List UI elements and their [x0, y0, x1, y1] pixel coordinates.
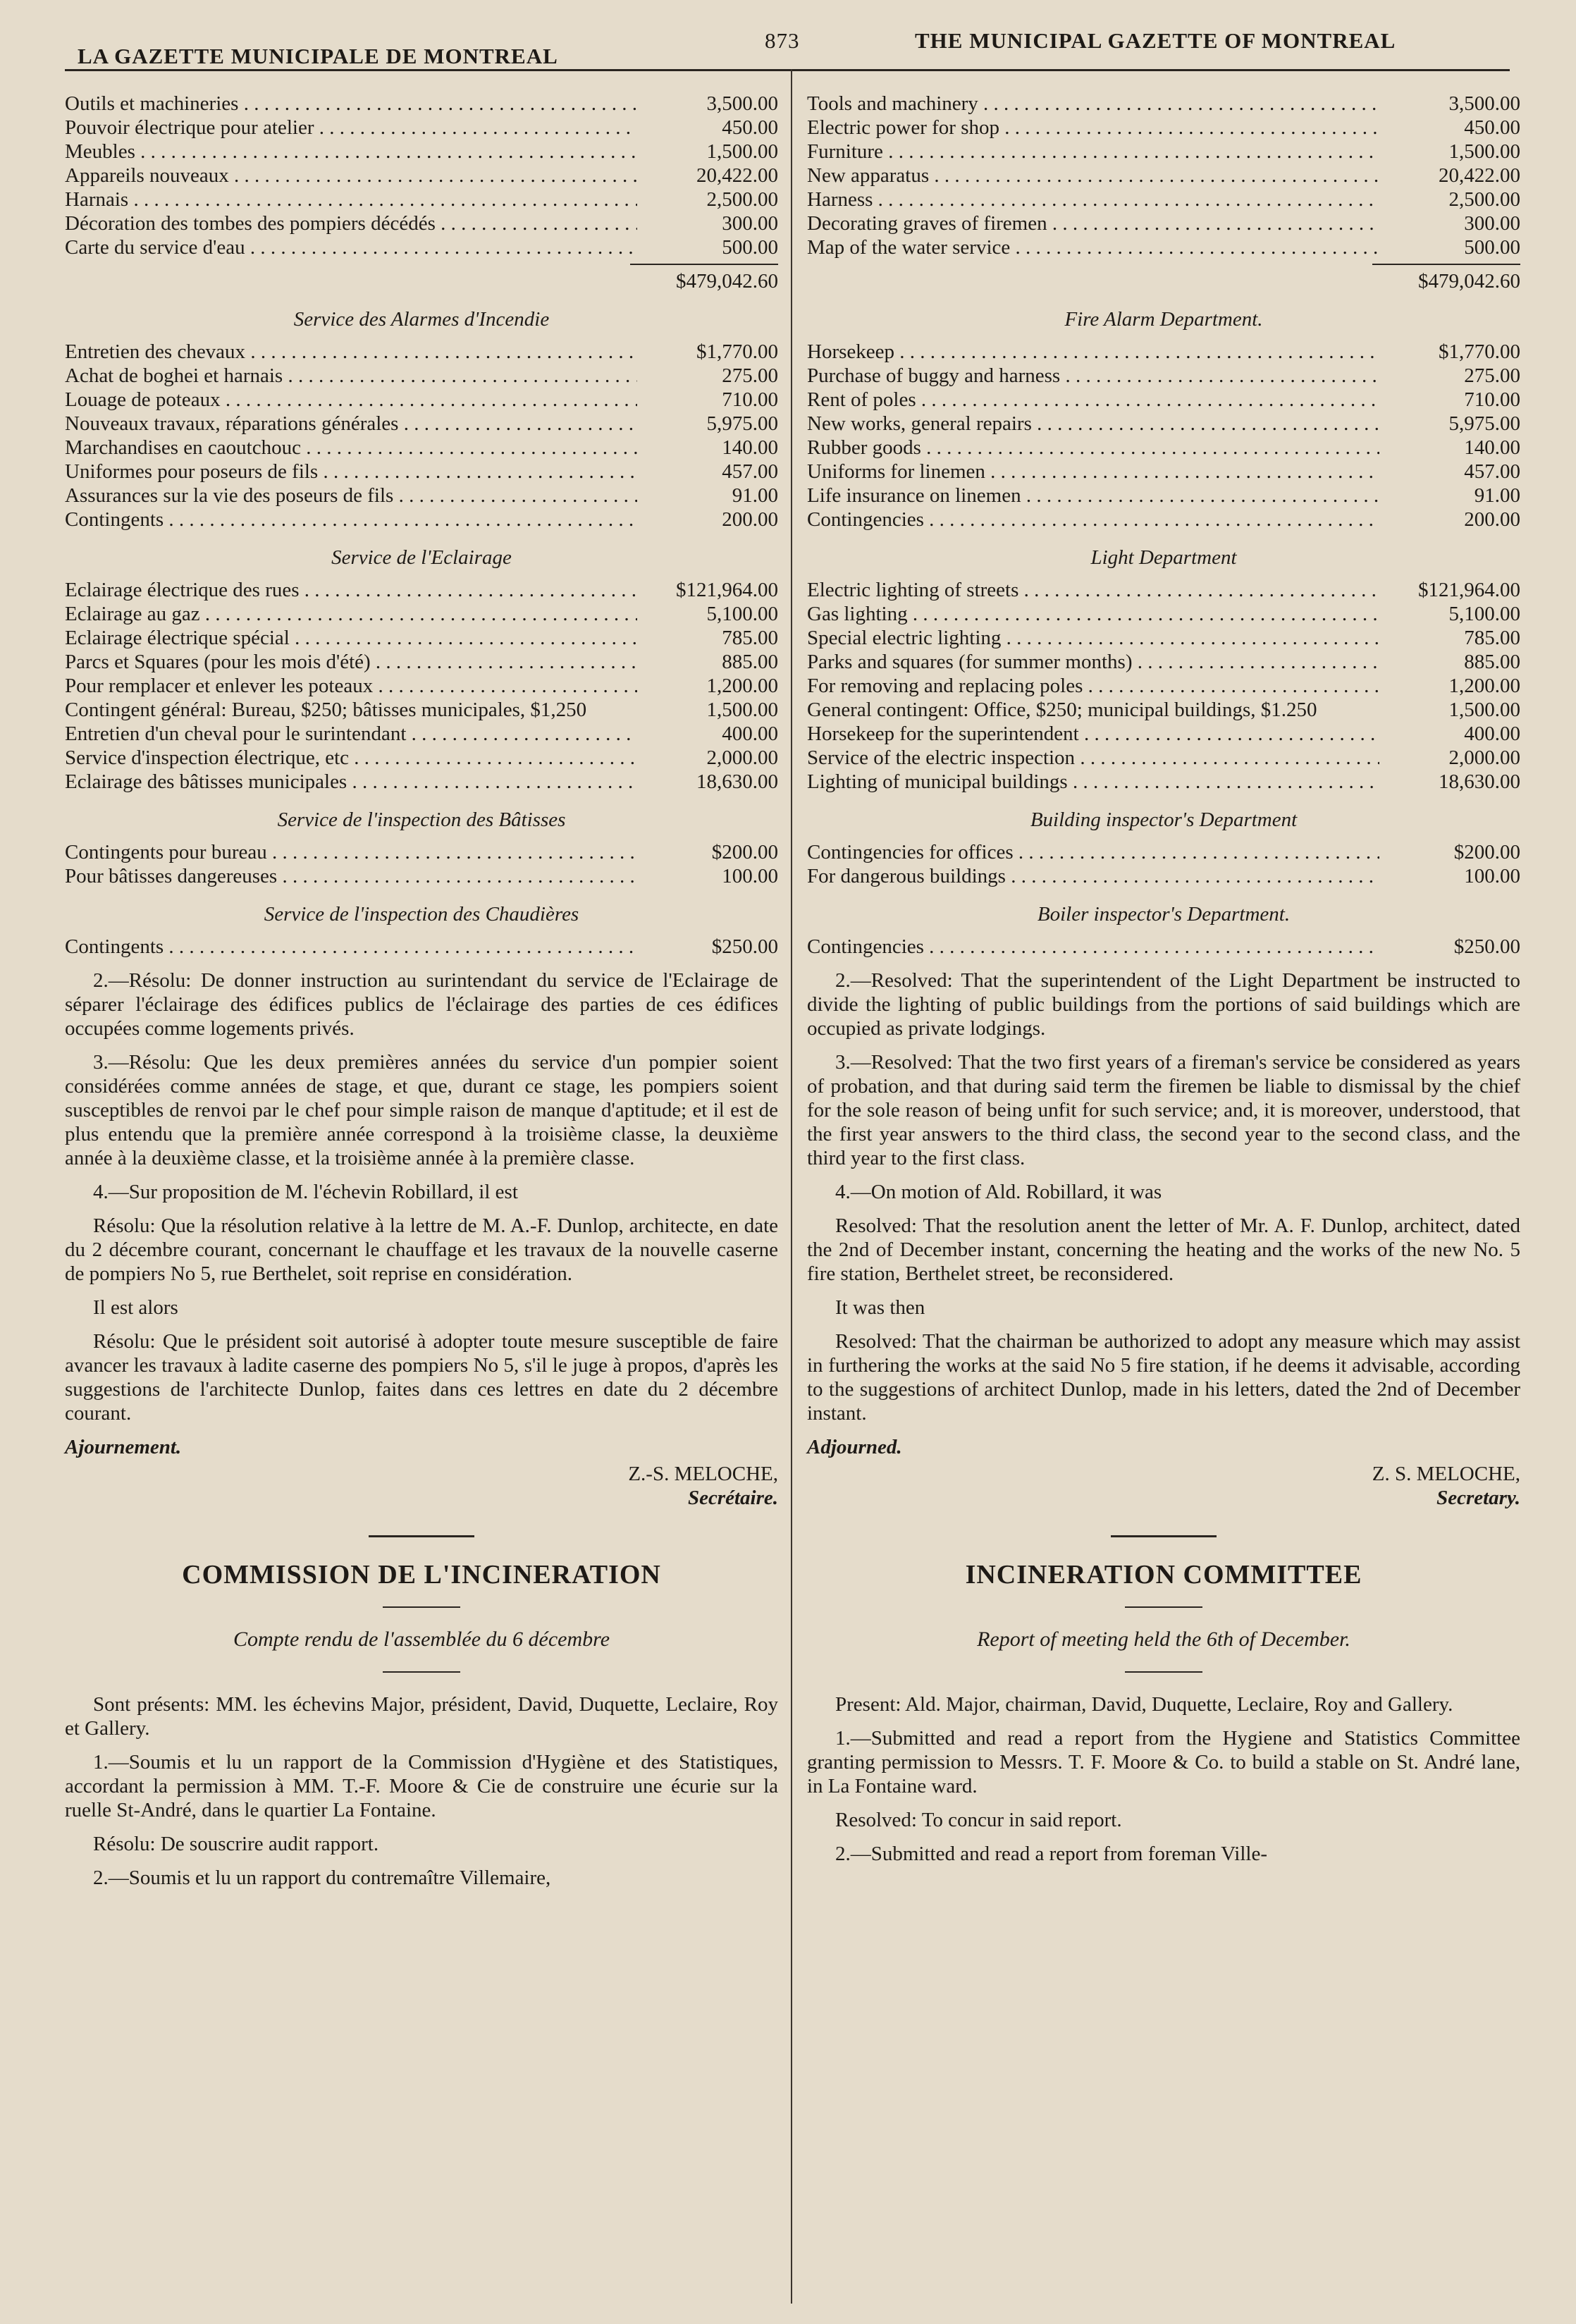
budget-line-item	[65, 626, 778, 650]
budget-line-item	[65, 746, 778, 770]
budget-item-amount: 1,200.00	[706, 675, 778, 697]
english-adjourn: Adjourned.	[807, 1436, 902, 1458]
budget-item-label: Electric power for shop . . .	[807, 116, 1379, 140]
english-building-items	[807, 840, 1520, 888]
french-commission-item-1: 1.—Soumis et lu un rapport de la Commission d'Hygiène et des Statistiques, accordant la permission à MM. T.-F. Moore & Cie de construire une écurie sur la ruelle St-André, dans le quartier La Fontaine.	[65, 1751, 778, 1821]
section-rule	[1125, 1606, 1202, 1608]
budget-line-item	[65, 211, 778, 235]
english-light-items	[807, 578, 1520, 794]
total-rule	[1372, 264, 1520, 265]
page-number: 873	[765, 28, 800, 53]
budget-line-item	[65, 508, 778, 531]
budget-item-amount: 785.00	[722, 627, 778, 649]
budget-line-item	[807, 722, 1520, 746]
budget-line-item	[807, 578, 1520, 602]
english-resolution-chairman: Resolved: That the chairman be authorized to adopt any measure which may assist in furthering the works at the said No 5 fire station, if he deems it advisable, according to the suggestions of architect Dunlop, made in his letters, dated the 2nd of December instant.	[807, 1330, 1520, 1425]
budget-item-amount: 710.00	[722, 388, 778, 411]
budget-item-label: Horsekeep for the superintendent . . .	[807, 722, 1379, 746]
budget-line-item	[65, 578, 778, 602]
english-signature-name: Z. S. MELOCHE,	[1372, 1463, 1520, 1485]
section-rule	[1111, 1535, 1217, 1537]
budget-item-amount: 140.00	[722, 436, 778, 459]
budget-item-amount: 2,500.00	[706, 188, 778, 211]
budget-line-item	[807, 864, 1520, 888]
budget-item-amount: 2,000.00	[706, 746, 778, 769]
budget-item-label: Eclairage électrique des rues . . .	[65, 578, 637, 602]
budget-item-label: Special electric lighting . . .	[807, 626, 1379, 650]
budget-item-amount: 457.00	[1464, 460, 1520, 483]
english-resolution-dunlop: Resolved: That the resolution anent the letter of Mr. A. F. Dunlop, architect, dated the 2nd of December instant, concerning the heating and the works of the new No. 5 fire station, Berthelet street, be reconsidered.	[807, 1215, 1520, 1285]
budget-item-amount: 300.00	[1464, 212, 1520, 235]
budget-item-label: Contingent général: Bureau, $250; bâtisses municipales, $1,250	[65, 699, 587, 721]
column-divider	[791, 69, 792, 2304]
budget-item-label: Décoration des tombes des pompiers décédés . . .	[65, 211, 637, 235]
french-building-title: Service de l'inspection des Bâtisses	[277, 809, 566, 831]
budget-item-label: Harness . . .	[807, 187, 1379, 211]
french-column	[65, 92, 778, 1890]
budget-item-amount: 18,630.00	[1439, 770, 1520, 793]
english-top-items	[807, 92, 1520, 259]
budget-item-label: Parks and squares (for summer months) . . .	[807, 650, 1379, 674]
budget-item-label: General contingent: Office, $250; municipal buildings, $1.250	[807, 699, 1317, 721]
english-commission-subtitle: Report of meeting held the 6th of December.	[977, 1628, 1350, 1651]
budget-item-label: Furniture . . .	[807, 140, 1379, 164]
english-building-title: Building inspector's Department	[1030, 809, 1298, 831]
budget-line-item	[65, 698, 778, 722]
english-it-was: It was then	[835, 1296, 925, 1319]
budget-item-amount: 2,500.00	[1448, 188, 1520, 211]
budget-item-label: Map of the water service . . .	[807, 235, 1379, 259]
budget-line-item	[65, 340, 778, 364]
english-present: Present: Ald. Major, chairman, David, Duquette, Leclaire, Roy and Gallery.	[835, 1693, 1453, 1716]
budget-line-item	[65, 92, 778, 116]
budget-item-label: Contingents pour bureau . . .	[65, 840, 637, 864]
budget-item-label: Eclairage au gaz . . .	[65, 602, 637, 626]
english-motion-4: 4.—On motion of Ald. Robillard, it was	[835, 1181, 1162, 1203]
budget-item-label: Eclairage des bâtisses municipales . . .	[65, 770, 637, 794]
budget-line-item	[65, 864, 778, 888]
budget-item-amount: 5,975.00	[706, 412, 778, 435]
budget-item-amount: 91.00	[1474, 484, 1520, 507]
french-alarm-title: Service des Alarmes d'Incendie	[293, 308, 550, 331]
budget-item-label: For dangerous buildings . . .	[807, 864, 1379, 888]
budget-item-amount: 200.00	[722, 508, 778, 531]
budget-item-amount: 100.00	[1464, 865, 1520, 887]
budget-line-item	[65, 235, 778, 259]
budget-line-item	[807, 935, 1520, 959]
budget-line-item	[807, 436, 1520, 460]
budget-line-item	[65, 602, 778, 626]
budget-item-label: Contingents . . .	[65, 508, 637, 531]
budget-line-item	[807, 508, 1520, 531]
budget-item-amount: 5,975.00	[1448, 412, 1520, 435]
budget-item-label: For removing and replacing poles . . .	[807, 674, 1379, 698]
budget-item-label: Pour bâtisses dangereuses . . .	[65, 864, 637, 888]
budget-line-item	[65, 364, 778, 388]
budget-item-amount: 450.00	[722, 116, 778, 139]
french-signature-title: Secrétaire.	[687, 1487, 778, 1509]
french-building-items	[65, 840, 778, 888]
budget-item-label: Appareils nouveaux . . .	[65, 164, 637, 187]
budget-item-amount: 20,422.00	[696, 164, 778, 187]
budget-item-label: Tools and machinery . . .	[807, 92, 1379, 116]
english-light-title: Light Department	[1090, 546, 1237, 569]
budget-item-label: Entretien d'un cheval pour le surintendant . . .	[65, 722, 637, 746]
budget-item-label: Service of the electric inspection . . .	[807, 746, 1379, 770]
budget-line-item	[65, 722, 778, 746]
budget-item-label: Nouveaux travaux, réparations générales . . .	[65, 412, 637, 436]
budget-item-amount: 1,200.00	[1448, 675, 1520, 697]
english-boiler-title: Boiler inspector's Department.	[1037, 903, 1291, 926]
french-resolution-chairman: Résolu: Que le président soit autorisé à adopter toute mesure susceptible de faire avancer les travaux à ladite caserne des pompiers No 5, s'il le juge à propos, d'après les suggestions de l'architecte Dunlop, faites dans ces lettres en date du 2 décembre courant.	[65, 1330, 778, 1425]
budget-item-amount: 3,500.00	[1448, 92, 1520, 115]
english-column	[807, 92, 1520, 1866]
budget-item-label: Pouvoir électrique pour atelier . . .	[65, 116, 637, 140]
budget-item-amount: 100.00	[722, 865, 778, 887]
budget-line-item	[807, 388, 1520, 412]
budget-line-item	[65, 412, 778, 436]
budget-item-amount: $1,770.00	[1439, 340, 1520, 363]
budget-line-item	[807, 140, 1520, 164]
budget-item-label: Uniforms for linemen . . .	[807, 460, 1379, 484]
budget-item-label: Eclairage électrique spécial . . .	[65, 626, 637, 650]
budget-line-item	[65, 650, 778, 674]
budget-line-item	[65, 840, 778, 864]
budget-line-item	[807, 770, 1520, 794]
budget-item-label: Marchandises en caoutchouc . . .	[65, 436, 637, 460]
french-light-title: Service de l'Eclairage	[331, 546, 512, 569]
english-alarm-items	[807, 340, 1520, 531]
budget-item-label: New apparatus . . .	[807, 164, 1379, 187]
english-signature-title: Secretary.	[1436, 1487, 1520, 1509]
budget-item-label: Harnais . . .	[65, 187, 637, 211]
budget-item-label: Meubles . . .	[65, 140, 637, 164]
budget-item-amount: $200.00	[711, 841, 778, 863]
budget-line-item	[807, 674, 1520, 698]
budget-item-amount: 18,630.00	[696, 770, 778, 793]
budget-item-amount: $200.00	[1453, 841, 1520, 863]
french-resolution-3: 3.—Résolu: Que les deux premières années du service d'un pompier soient considérées comme années de stage, et que, durant ce stage, les pompiers soient susceptibles de renvoi par le chef pour simple raison de manque d'aptitude; et il est de plus entendu que la première année correspond à la troisième classe, la deuxième année à la deuxième classe, et la troisième année à la première classe.	[65, 1051, 778, 1169]
budget-item-label: Carte du service d'eau . . .	[65, 235, 637, 259]
total-rule	[630, 264, 778, 265]
budget-item-amount: 20,422.00	[1439, 164, 1520, 187]
budget-line-item	[807, 602, 1520, 626]
budget-item-label: Outils et machineries . . .	[65, 92, 637, 116]
english-resolution-3: 3.—Resolved: That the two first years of a fireman's service be considered as years of probation, and that during said term the firemen be liable to dismissal by the chief for the sole reason of being unfit for such service; and, it is moreover, understood, that the first year answers to the third class, the second year to the second class, and the third year to the first class.	[807, 1051, 1520, 1169]
section-rule	[383, 1606, 460, 1608]
budget-line-item	[807, 626, 1520, 650]
french-boiler-title: Service de l'inspection des Chaudières	[264, 903, 579, 926]
french-top-items	[65, 92, 778, 259]
budget-item-amount: 5,100.00	[706, 603, 778, 625]
budget-item-amount: $1,770.00	[696, 340, 778, 363]
french-commission-title: COMMISSION DE L'INCINERATION	[182, 1560, 661, 1590]
french-light-items	[65, 578, 778, 794]
budget-line-item	[65, 436, 778, 460]
english-boiler-items	[807, 935, 1520, 959]
budget-item-amount: 91.00	[732, 484, 778, 507]
english-resolution-2: 2.—Resolved: That the superintendent of the Light Department be instructed to divide the lighting of public buildings from the portions of said buildings which are occupied as private lodgings.	[807, 969, 1520, 1040]
budget-item-label: Gas lighting . . .	[807, 602, 1379, 626]
budget-line-item	[807, 698, 1520, 722]
budget-item-amount: 885.00	[722, 651, 778, 673]
budget-item-amount: $121,964.00	[676, 579, 778, 601]
english-commission-item-2: 2.—Submitted and read a report from foreman Ville-	[835, 1843, 1267, 1865]
budget-line-item	[807, 116, 1520, 140]
budget-item-label: Contingencies . . .	[807, 508, 1379, 531]
french-boiler-items	[65, 935, 778, 959]
budget-line-item	[65, 164, 778, 187]
budget-item-label: Service d'inspection électrique, etc . . .	[65, 746, 637, 770]
budget-item-label: Pour remplacer et enlever les poteaux . . .	[65, 674, 637, 698]
english-alarm-title: Fire Alarm Department.	[1064, 308, 1263, 331]
section-rule	[383, 1671, 460, 1673]
budget-item-amount: 1,500.00	[706, 140, 778, 163]
french-commission-item-2: 2.—Soumis et lu un rapport du contremaître Villemaire,	[93, 1867, 551, 1889]
header-rule	[65, 69, 1510, 71]
budget-line-item	[807, 484, 1520, 508]
budget-item-amount: 1,500.00	[1448, 140, 1520, 163]
budget-line-item	[807, 746, 1520, 770]
budget-line-item	[65, 674, 778, 698]
budget-line-item	[807, 235, 1520, 259]
budget-line-item	[65, 388, 778, 412]
section-rule	[1125, 1671, 1202, 1673]
budget-line-item	[807, 840, 1520, 864]
budget-item-label: Entretien des chevaux . . .	[65, 340, 637, 364]
header-french-title: LA GAZETTE MUNICIPALE DE MONTREAL	[78, 44, 558, 68]
budget-item-label: Lighting of municipal buildings . . .	[807, 770, 1379, 794]
french-commission-resolved: Résolu: De souscrire audit rapport.	[93, 1833, 379, 1855]
budget-line-item	[65, 140, 778, 164]
budget-item-label: Parcs et Squares (pour les mois d'été) . . .	[65, 650, 637, 674]
section-rule	[369, 1535, 474, 1537]
budget-item-amount: 450.00	[1464, 116, 1520, 139]
budget-item-amount: 400.00	[1464, 723, 1520, 745]
budget-item-label: New works, general repairs . . .	[807, 412, 1379, 436]
budget-item-amount: 5,100.00	[1448, 603, 1520, 625]
budget-item-label: Rubber goods . . .	[807, 436, 1379, 460]
english-commission-item-1: 1.—Submitted and read a report from the Hygiene and Statistics Committee granting permission to Messrs. T. F. Moore & Co. to build a stable on St. André lane, in La Fontaine ward.	[807, 1727, 1520, 1797]
budget-item-amount: 2,000.00	[1448, 746, 1520, 769]
french-alarm-items	[65, 340, 778, 531]
budget-item-amount: 200.00	[1464, 508, 1520, 531]
budget-line-item	[65, 484, 778, 508]
budget-item-label: Rent of poles . . .	[807, 388, 1379, 412]
budget-item-label: Contingencies . . .	[807, 935, 1379, 959]
budget-item-amount: $250.00	[711, 935, 778, 958]
budget-item-amount: $250.00	[1453, 935, 1520, 958]
budget-line-item	[65, 460, 778, 484]
budget-item-label: Achat de boghei et harnais . . .	[65, 364, 637, 388]
budget-line-item	[65, 935, 778, 959]
budget-item-amount: 710.00	[1464, 388, 1520, 411]
header-english-title: THE MUNICIPAL GAZETTE OF MONTREAL	[915, 28, 1396, 53]
budget-line-item	[807, 412, 1520, 436]
budget-item-amount: 500.00	[722, 236, 778, 259]
french-adjourn: Ajournement.	[65, 1436, 182, 1458]
budget-line-item	[807, 187, 1520, 211]
budget-item-amount: 300.00	[722, 212, 778, 235]
budget-item-label: Electric lighting of streets . . .	[807, 578, 1379, 602]
english-commission-title: INCINERATION COMMITTEE	[965, 1560, 1362, 1590]
budget-line-item	[65, 770, 778, 794]
budget-line-item	[807, 340, 1520, 364]
french-total: $479,042.60	[676, 270, 778, 293]
budget-item-label: Life insurance on linemen . . .	[807, 484, 1379, 508]
budget-line-item	[807, 164, 1520, 187]
budget-item-label: Purchase of buggy and harness . . .	[807, 364, 1379, 388]
french-motion-4: 4.—Sur proposition de M. l'échevin Robillard, il est	[93, 1181, 518, 1203]
french-resolution-dunlop: Résolu: Que la résolution relative à la lettre de M. A.-F. Dunlop, architecte, en date du 2 décembre courant, concernant le chauffage et les travaux de la nouvelle caserne de pompiers No 5, rue Berthelet, soit reprise en considération.	[65, 1215, 778, 1285]
budget-item-amount: 1,500.00	[1448, 699, 1520, 721]
english-commission-resolved: Resolved: To concur in said report.	[835, 1809, 1122, 1831]
budget-item-label: Uniformes pour poseurs de fils . . .	[65, 460, 637, 484]
budget-item-amount: 500.00	[1464, 236, 1520, 259]
budget-item-label: Contingencies for offices . . .	[807, 840, 1379, 864]
budget-line-item	[807, 364, 1520, 388]
french-signature-name: Z.-S. MELOCHE,	[628, 1463, 778, 1485]
budget-item-amount: $121,964.00	[1418, 579, 1520, 601]
budget-item-label: Decorating graves of firemen . . .	[807, 211, 1379, 235]
budget-item-amount: 275.00	[1464, 364, 1520, 387]
budget-item-amount: 1,500.00	[706, 699, 778, 721]
french-commission-subtitle: Compte rendu de l'assemblée du 6 décembre	[233, 1628, 610, 1651]
budget-item-amount: 400.00	[722, 723, 778, 745]
budget-item-label: Contingents . . .	[65, 935, 637, 959]
budget-line-item	[65, 116, 778, 140]
french-it-was: Il est alors	[93, 1296, 178, 1319]
budget-item-amount: 275.00	[722, 364, 778, 387]
budget-item-amount: 885.00	[1464, 651, 1520, 673]
budget-item-amount: 140.00	[1464, 436, 1520, 459]
french-present: Sont présents: MM. les échevins Major, président, David, Duquette, Leclaire, Roy et Gallery.	[65, 1693, 778, 1740]
budget-line-item	[807, 92, 1520, 116]
budget-item-amount: 457.00	[722, 460, 778, 483]
english-total: $479,042.60	[1418, 270, 1520, 293]
budget-line-item	[807, 460, 1520, 484]
budget-item-label: Louage de poteaux . . .	[65, 388, 637, 412]
budget-line-item	[807, 211, 1520, 235]
budget-item-amount: 3,500.00	[706, 92, 778, 115]
budget-item-amount: 785.00	[1464, 627, 1520, 649]
french-resolution-2: 2.—Résolu: De donner instruction au surintendant du service de l'Eclairage de séparer l'éclairage des édifices publics de l'éclairage des parties de ces édifices occupées comme logements privés.	[65, 969, 778, 1040]
budget-item-label: Assurances sur la vie des poseurs de fils . . .	[65, 484, 637, 508]
budget-item-label: Horsekeep . . .	[807, 340, 1379, 364]
budget-line-item	[807, 650, 1520, 674]
budget-line-item	[65, 187, 778, 211]
